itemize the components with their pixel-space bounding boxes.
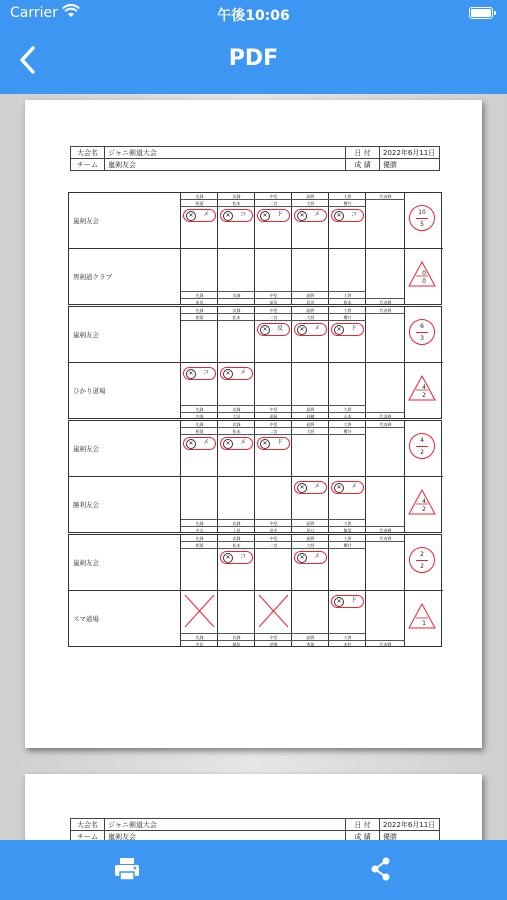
representative-cell — [366, 193, 405, 249]
player-name: 島田 — [292, 298, 329, 305]
tournament-label: 大会名 — [71, 819, 105, 831]
bout-cell — [181, 535, 218, 591]
mark-circle: ✕ — [297, 211, 307, 221]
position-label: 先鋒 — [181, 307, 218, 314]
position-label: 次鋒 — [218, 421, 255, 428]
position-label: 副将 — [292, 193, 329, 200]
mark-circle: ✕ — [297, 325, 307, 335]
bout-cell — [255, 535, 292, 591]
ippon-mark — [220, 437, 253, 450]
waza-label: メ — [313, 325, 320, 332]
waza-label: ド — [276, 439, 283, 446]
waza-label: コ — [239, 211, 246, 218]
bout-cell — [181, 249, 218, 305]
player-name: 相葉 — [181, 428, 218, 435]
result-value: 優勝 — [380, 831, 440, 841]
position-label: 大将 — [329, 633, 366, 640]
position-label: 副将 — [292, 633, 329, 640]
player-name: 草彅 — [255, 640, 292, 647]
position-label: 先鋒 — [181, 535, 218, 542]
date-value: 2022年6月11日 — [380, 819, 440, 831]
position-label: 代表戦 — [366, 307, 405, 314]
position-label: 中堅 — [255, 519, 292, 526]
team-name: 男剣道クラブ — [69, 249, 181, 305]
representative-cell — [366, 535, 405, 591]
ippon-mark — [294, 481, 327, 494]
printer-icon[interactable] — [113, 856, 141, 882]
player-name: 田中 — [255, 526, 292, 533]
position-label: 大将 — [329, 519, 366, 526]
waza-label: メ — [239, 439, 246, 446]
ippon-mark — [331, 323, 364, 336]
position-label: 大将 — [329, 535, 366, 542]
ippon-mark — [331, 595, 364, 608]
ippon-mark — [220, 551, 253, 564]
ippon-mark — [331, 209, 364, 222]
player-name: 根本 — [329, 298, 366, 305]
player-name: 香取 — [292, 640, 329, 647]
waza-label: メ — [313, 553, 320, 560]
waza-label: メ — [239, 369, 246, 376]
position-label: 大将 — [329, 307, 366, 314]
draw-bottom: 2 — [422, 506, 426, 513]
player-name: 二宮 — [255, 542, 292, 549]
team-label: チーム — [71, 159, 105, 171]
sheet-header — [70, 146, 440, 171]
ippon-mark — [257, 209, 290, 222]
position-label: 大将 — [329, 421, 366, 428]
ippon-mark — [257, 437, 290, 450]
player-name: 山本 — [329, 412, 366, 419]
pdf-page-1 — [25, 100, 482, 748]
carrier-label: Carrier — [10, 5, 58, 21]
waza-label: コ — [202, 369, 209, 376]
share-icon[interactable] — [367, 856, 395, 882]
player-name: 松本 — [218, 314, 255, 321]
position-label: 代表戦 — [366, 640, 405, 647]
position-label: 先鋒 — [181, 193, 218, 200]
mark-circle: ✕ — [334, 211, 344, 221]
player-name: 稲垣 — [218, 640, 255, 647]
player-name: 大野 — [292, 314, 329, 321]
match-block — [68, 306, 442, 419]
player-name: 田口 — [292, 526, 329, 533]
position-label: 先鋒 — [181, 405, 218, 412]
ippon-mark — [294, 551, 327, 564]
position-label: 大将 — [329, 405, 366, 412]
player-name: 前田 — [255, 298, 292, 305]
bout-cell — [218, 249, 255, 305]
score-top: 2 — [420, 551, 424, 558]
draw-bottom: 1 — [422, 620, 426, 627]
position-label: 副将 — [292, 421, 329, 428]
result-cell — [405, 535, 443, 647]
ippon-mark — [294, 209, 327, 222]
player-name: 相葉 — [181, 200, 218, 207]
waza-label: メ — [202, 211, 209, 218]
position-label: 次鋒 — [218, 535, 255, 542]
player-name: 二宮 — [255, 428, 292, 435]
position-label: 副将 — [292, 405, 329, 412]
home-row — [69, 193, 443, 249]
position-label: 中堅 — [255, 307, 292, 314]
player-name: 砂糖 — [292, 412, 329, 419]
bout-cell — [218, 307, 255, 363]
result-label: 成 績 — [346, 159, 380, 171]
date-label: 日 付 — [346, 819, 380, 831]
result-cell — [405, 193, 443, 305]
away-row — [69, 249, 443, 305]
win-count-circle — [409, 319, 435, 345]
position-label: 次鋒 — [218, 193, 255, 200]
result-label: 成 績 — [346, 831, 380, 841]
tournament-name: ジャニ剣道大会 — [105, 147, 346, 159]
ippon-mark — [183, 437, 216, 450]
score-top: 10 — [418, 209, 426, 216]
position-label: 大将 — [329, 291, 366, 298]
representative-cell — [366, 363, 405, 419]
ippon-mark — [220, 367, 253, 380]
player-name: 大野 — [292, 542, 329, 549]
representative-cell — [366, 477, 405, 533]
waza-label: ド — [276, 211, 283, 218]
draw-top: 0 — [422, 270, 426, 277]
position-label: 代表戦 — [366, 298, 405, 305]
team-name: 嵐剣友会 — [69, 535, 181, 591]
ippon-mark — [331, 481, 364, 494]
player-name: 中丸 — [181, 526, 218, 533]
forfeit-cross — [255, 591, 292, 647]
score-bottom: 3 — [416, 332, 428, 344]
team-name: 勝利友会 — [69, 477, 181, 533]
ippon-mark — [183, 367, 216, 380]
player-name: 大野 — [292, 200, 329, 207]
mark-circle: ✕ — [334, 483, 344, 493]
mark-circle: ✕ — [223, 211, 233, 221]
team-name: 嵐剣友会 — [69, 421, 181, 477]
win-count-circle — [409, 547, 435, 573]
position-label: 副将 — [292, 291, 329, 298]
mark-circle: ✕ — [260, 439, 270, 449]
sheet-header-2 — [70, 818, 440, 840]
ippon-mark — [257, 323, 290, 336]
match-block — [68, 534, 442, 647]
result-value: 優勝 — [380, 159, 440, 171]
position-label: 副将 — [292, 535, 329, 542]
position-label: 中堅 — [255, 633, 292, 640]
home-row — [69, 535, 443, 591]
player-name: 遠藤 — [255, 412, 292, 419]
mark-circle: ✕ — [186, 369, 196, 379]
position-label: 中堅 — [255, 535, 292, 542]
position-label: 次鋒 — [218, 291, 255, 298]
date-label: 日 付 — [346, 147, 380, 159]
position-label: 中堅 — [255, 405, 292, 412]
forfeit-cross — [181, 591, 218, 647]
position-label: 先鋒 — [181, 421, 218, 428]
status-bar — [0, 0, 507, 28]
bottom-toolbar — [0, 840, 507, 900]
home-row — [69, 421, 443, 477]
win-count-circle — [409, 205, 435, 231]
player-name: 中居 — [181, 640, 218, 647]
mark-circle: ✕ — [297, 553, 307, 563]
position-label: 先鋒 — [181, 519, 218, 526]
representative-cell — [366, 421, 405, 477]
position-label: 次鋒 — [218, 519, 255, 526]
position-label: 先鋒 — [181, 291, 218, 298]
draw-top: 4 — [422, 498, 426, 505]
position-label: 先鋒 — [181, 633, 218, 640]
mark-circle: ✕ — [334, 325, 344, 335]
mark-circle: ✕ — [260, 211, 270, 221]
tournament-name: ジャニ剣道大会 — [105, 819, 346, 831]
player-name — [218, 298, 255, 305]
score-top: 4 — [420, 437, 424, 444]
away-row — [69, 477, 443, 533]
bout-cell — [329, 249, 366, 305]
battery-icon — [469, 7, 493, 19]
mark-circle: ✕ — [223, 369, 233, 379]
waza-label: コ — [350, 211, 357, 218]
waza-label: メ — [313, 483, 320, 490]
player-name: 成田 — [181, 298, 218, 305]
mark-circle: ✕ — [223, 439, 233, 449]
player-name: 大沢 — [218, 412, 255, 419]
mark-circle: ✕ — [297, 483, 307, 493]
bout-cell — [292, 363, 329, 419]
mark-circle: ✕ — [186, 439, 196, 449]
result-cell — [405, 421, 443, 533]
bout-cell — [329, 421, 366, 477]
player-name: 松本 — [218, 200, 255, 207]
team-name: 嵐剣友会 — [69, 307, 181, 363]
position-label: 代表戦 — [366, 193, 405, 200]
ippon-mark — [183, 209, 216, 222]
match-block — [68, 420, 442, 533]
player-name: 櫻井 — [329, 428, 366, 435]
pdf-viewer[interactable] — [0, 94, 507, 840]
player-name: 二宮 — [255, 200, 292, 207]
mark-circle: ✕ — [260, 325, 270, 335]
navigation-bar — [0, 0, 507, 94]
waza-label: ド — [350, 597, 357, 604]
pdf-page-2 — [25, 774, 482, 840]
bout-cell — [218, 477, 255, 533]
team-name: 嵐剣友会 — [105, 159, 346, 171]
player-name: 上田 — [218, 526, 255, 533]
bout-cell — [181, 477, 218, 533]
match-block — [68, 192, 442, 305]
player-name: 松本 — [218, 428, 255, 435]
score-bottom: 2 — [416, 446, 428, 458]
bout-cell — [292, 421, 329, 477]
bout-cell — [329, 535, 366, 591]
waza-label: コ — [239, 553, 246, 560]
waza-label: 反 — [276, 325, 283, 332]
position-label: 代表戦 — [366, 526, 405, 533]
player-name: 相葉 — [181, 542, 218, 549]
bout-cell — [329, 363, 366, 419]
player-name: 大野 — [292, 428, 329, 435]
position-label: 中堅 — [255, 291, 292, 298]
mark-circle: ✕ — [223, 553, 233, 563]
bout-cell — [292, 591, 329, 647]
team-name: ひかり道場 — [69, 363, 181, 419]
representative-cell — [366, 307, 405, 363]
bout-cell — [255, 249, 292, 305]
bout-cell — [255, 477, 292, 533]
bout-cell — [218, 591, 255, 647]
ippon-mark — [294, 323, 327, 336]
team-label: チーム — [71, 831, 105, 841]
status-time: 午後10:06 — [217, 8, 290, 24]
position-label: 次鋒 — [218, 307, 255, 314]
bout-cell — [181, 307, 218, 363]
date-value: 2022年6月11日 — [380, 147, 440, 159]
draw-top: 4 — [422, 384, 426, 391]
waza-label: メ — [202, 439, 209, 446]
away-row — [69, 363, 443, 419]
draw-bottom: 2 — [422, 392, 426, 399]
player-name: 木村 — [329, 640, 366, 647]
position-label: 代表戦 — [366, 421, 405, 428]
win-count-circle — [409, 433, 435, 459]
position-label: 代表戦 — [366, 535, 405, 542]
bout-cell — [255, 363, 292, 419]
draw-bottom: 0 — [422, 278, 426, 285]
position-label: 中堅 — [255, 421, 292, 428]
representative-cell — [366, 591, 405, 647]
team-name: スマ道場 — [69, 591, 181, 647]
team-name: 嵐剣友会 — [69, 193, 181, 249]
team-name: 嵐剣友会 — [105, 831, 346, 841]
waza-label: メ — [350, 483, 357, 490]
position-label: 代表戦 — [366, 412, 405, 419]
player-name: 内海 — [181, 412, 218, 419]
position-label: 次鋒 — [218, 405, 255, 412]
bout-cell — [292, 249, 329, 305]
player-name: 櫻井 — [329, 314, 366, 321]
position-label: 副将 — [292, 519, 329, 526]
position-label: 大将 — [329, 193, 366, 200]
result-cell — [405, 307, 443, 419]
waza-label: ド — [350, 325, 357, 332]
position-label: 中堅 — [255, 193, 292, 200]
mark-circle: ✕ — [334, 597, 344, 607]
tournament-label: 大会名 — [71, 147, 105, 159]
position-label: 副将 — [292, 307, 329, 314]
player-name: 櫻井 — [329, 200, 366, 207]
representative-cell — [366, 249, 405, 305]
home-row — [69, 307, 443, 363]
score-top: 6 — [420, 323, 424, 330]
ippon-mark — [220, 209, 253, 222]
player-name: 亀梨 — [329, 526, 366, 533]
score-bottom: 2 — [416, 560, 428, 572]
page-title: PDF — [228, 46, 279, 71]
player-name: 相葉 — [181, 314, 218, 321]
position-label: 次鋒 — [218, 633, 255, 640]
score-bottom: 5 — [416, 218, 428, 230]
player-name: 櫻井 — [329, 542, 366, 549]
player-name: 松本 — [218, 542, 255, 549]
mark-circle: ✕ — [186, 211, 196, 221]
player-name: 二宮 — [255, 314, 292, 321]
waza-label: メ — [313, 211, 320, 218]
